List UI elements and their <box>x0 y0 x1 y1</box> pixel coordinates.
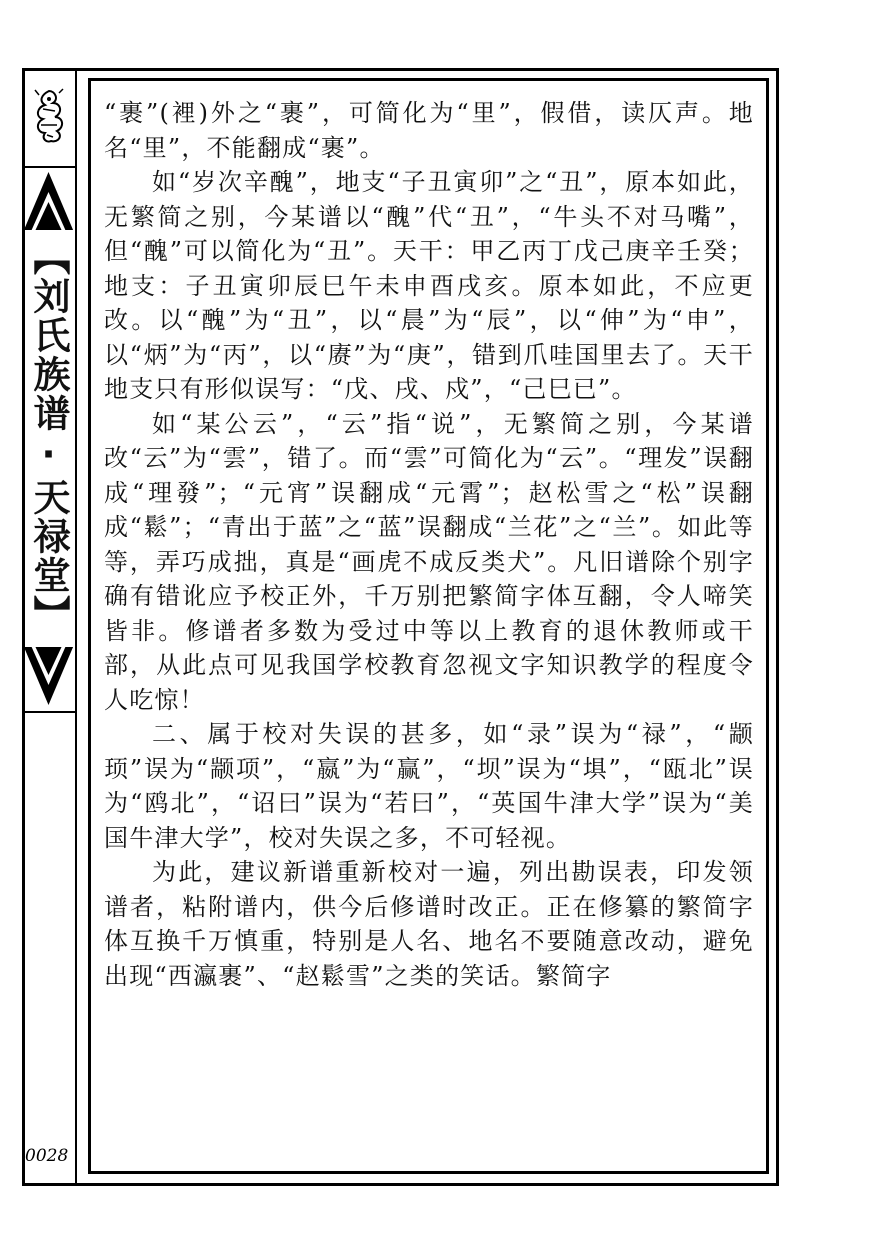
paragraph: “裹”(裡)外之“裹”，可简化为“里”，假借，读仄声。地名“里”，不能翻成“裹”。 <box>104 99 754 162</box>
page-number: 0028 <box>25 1146 69 1166</box>
body-text <box>104 96 754 993</box>
sidebar-title: 【刘氏族谱·天禄堂】 <box>27 238 70 634</box>
logo <box>22 68 75 168</box>
paragraph: 二、属于校对失误的甚多，如“录”误为“禄”，“颛顼”误为“颛项”，“嬴”为“赢”，“坝”误为“埧”，“瓯北”误为“鸥北”，“诏曰”误为“若曰”，“英国牛津大学”误为“美国牛津大学”，校对失误之多，不可轻视。 <box>104 720 754 852</box>
chevron-down-icon <box>22 645 75 711</box>
paragraph: 如“岁次辛醜”，地支“子丑寅卯”之“丑”，原本如此，无繁简之别，今某谱以“醜”代“丑”，“牛头不对马嘴”，但“醜”可以简化为“丑”。天干：甲乙丙丁戊己庚辛壬癸；地支：子丑寅卯辰巳午未申酉戌亥。原本如此，不应更改。以“醜”为“丑”，以“晨”为“辰”，以“伸”为“申”，以“炳”为“丙”，以“赓”为“庚”，错到爪哇国里去了。天干地支只有形似误写：“戊、戌、戍”，“己巳已”。 <box>104 168 754 403</box>
sidebar <box>22 68 77 1186</box>
dragon-logo-icon <box>29 87 69 147</box>
chevron-up-icon <box>22 166 75 232</box>
title-block <box>22 166 75 711</box>
paragraph: 为此，建议新谱重新校对一遍，列出勘误表，印发领谱者，粘附谱内，供今后修谱时改正。正在修纂的繁简字体互换千万慎重，特别是人名、地名不要随意改动，避免出现“西瀛裹”、“赵鬆雪”之类的笑话。繁简字 <box>104 858 754 990</box>
sidebar-lower <box>22 711 75 1186</box>
paragraph: 如“某公云”，“云”指“说”，无繁简之别，今某谱改“云”为“雲”，错了。而“雲”可简化为“云”。“理发”误翻成“理發”；“元宵”误翻成“元霄”；赵松雪之“松”误翻成“鬆”；“青出于蓝”之“蓝”误翻成“兰花”之“兰”。如此等等，弄巧成拙，真是“画虎不成反类犬”。凡旧谱除个别字确有错讹应予校正外，千万别把繁简字体互翻，令人啼笑皆非。修谱者多数为受过中等以上教育的退休教师或干部，从此点可见我国学校教育忽视文字知识教学的程度令人吃惊！ <box>104 409 754 714</box>
